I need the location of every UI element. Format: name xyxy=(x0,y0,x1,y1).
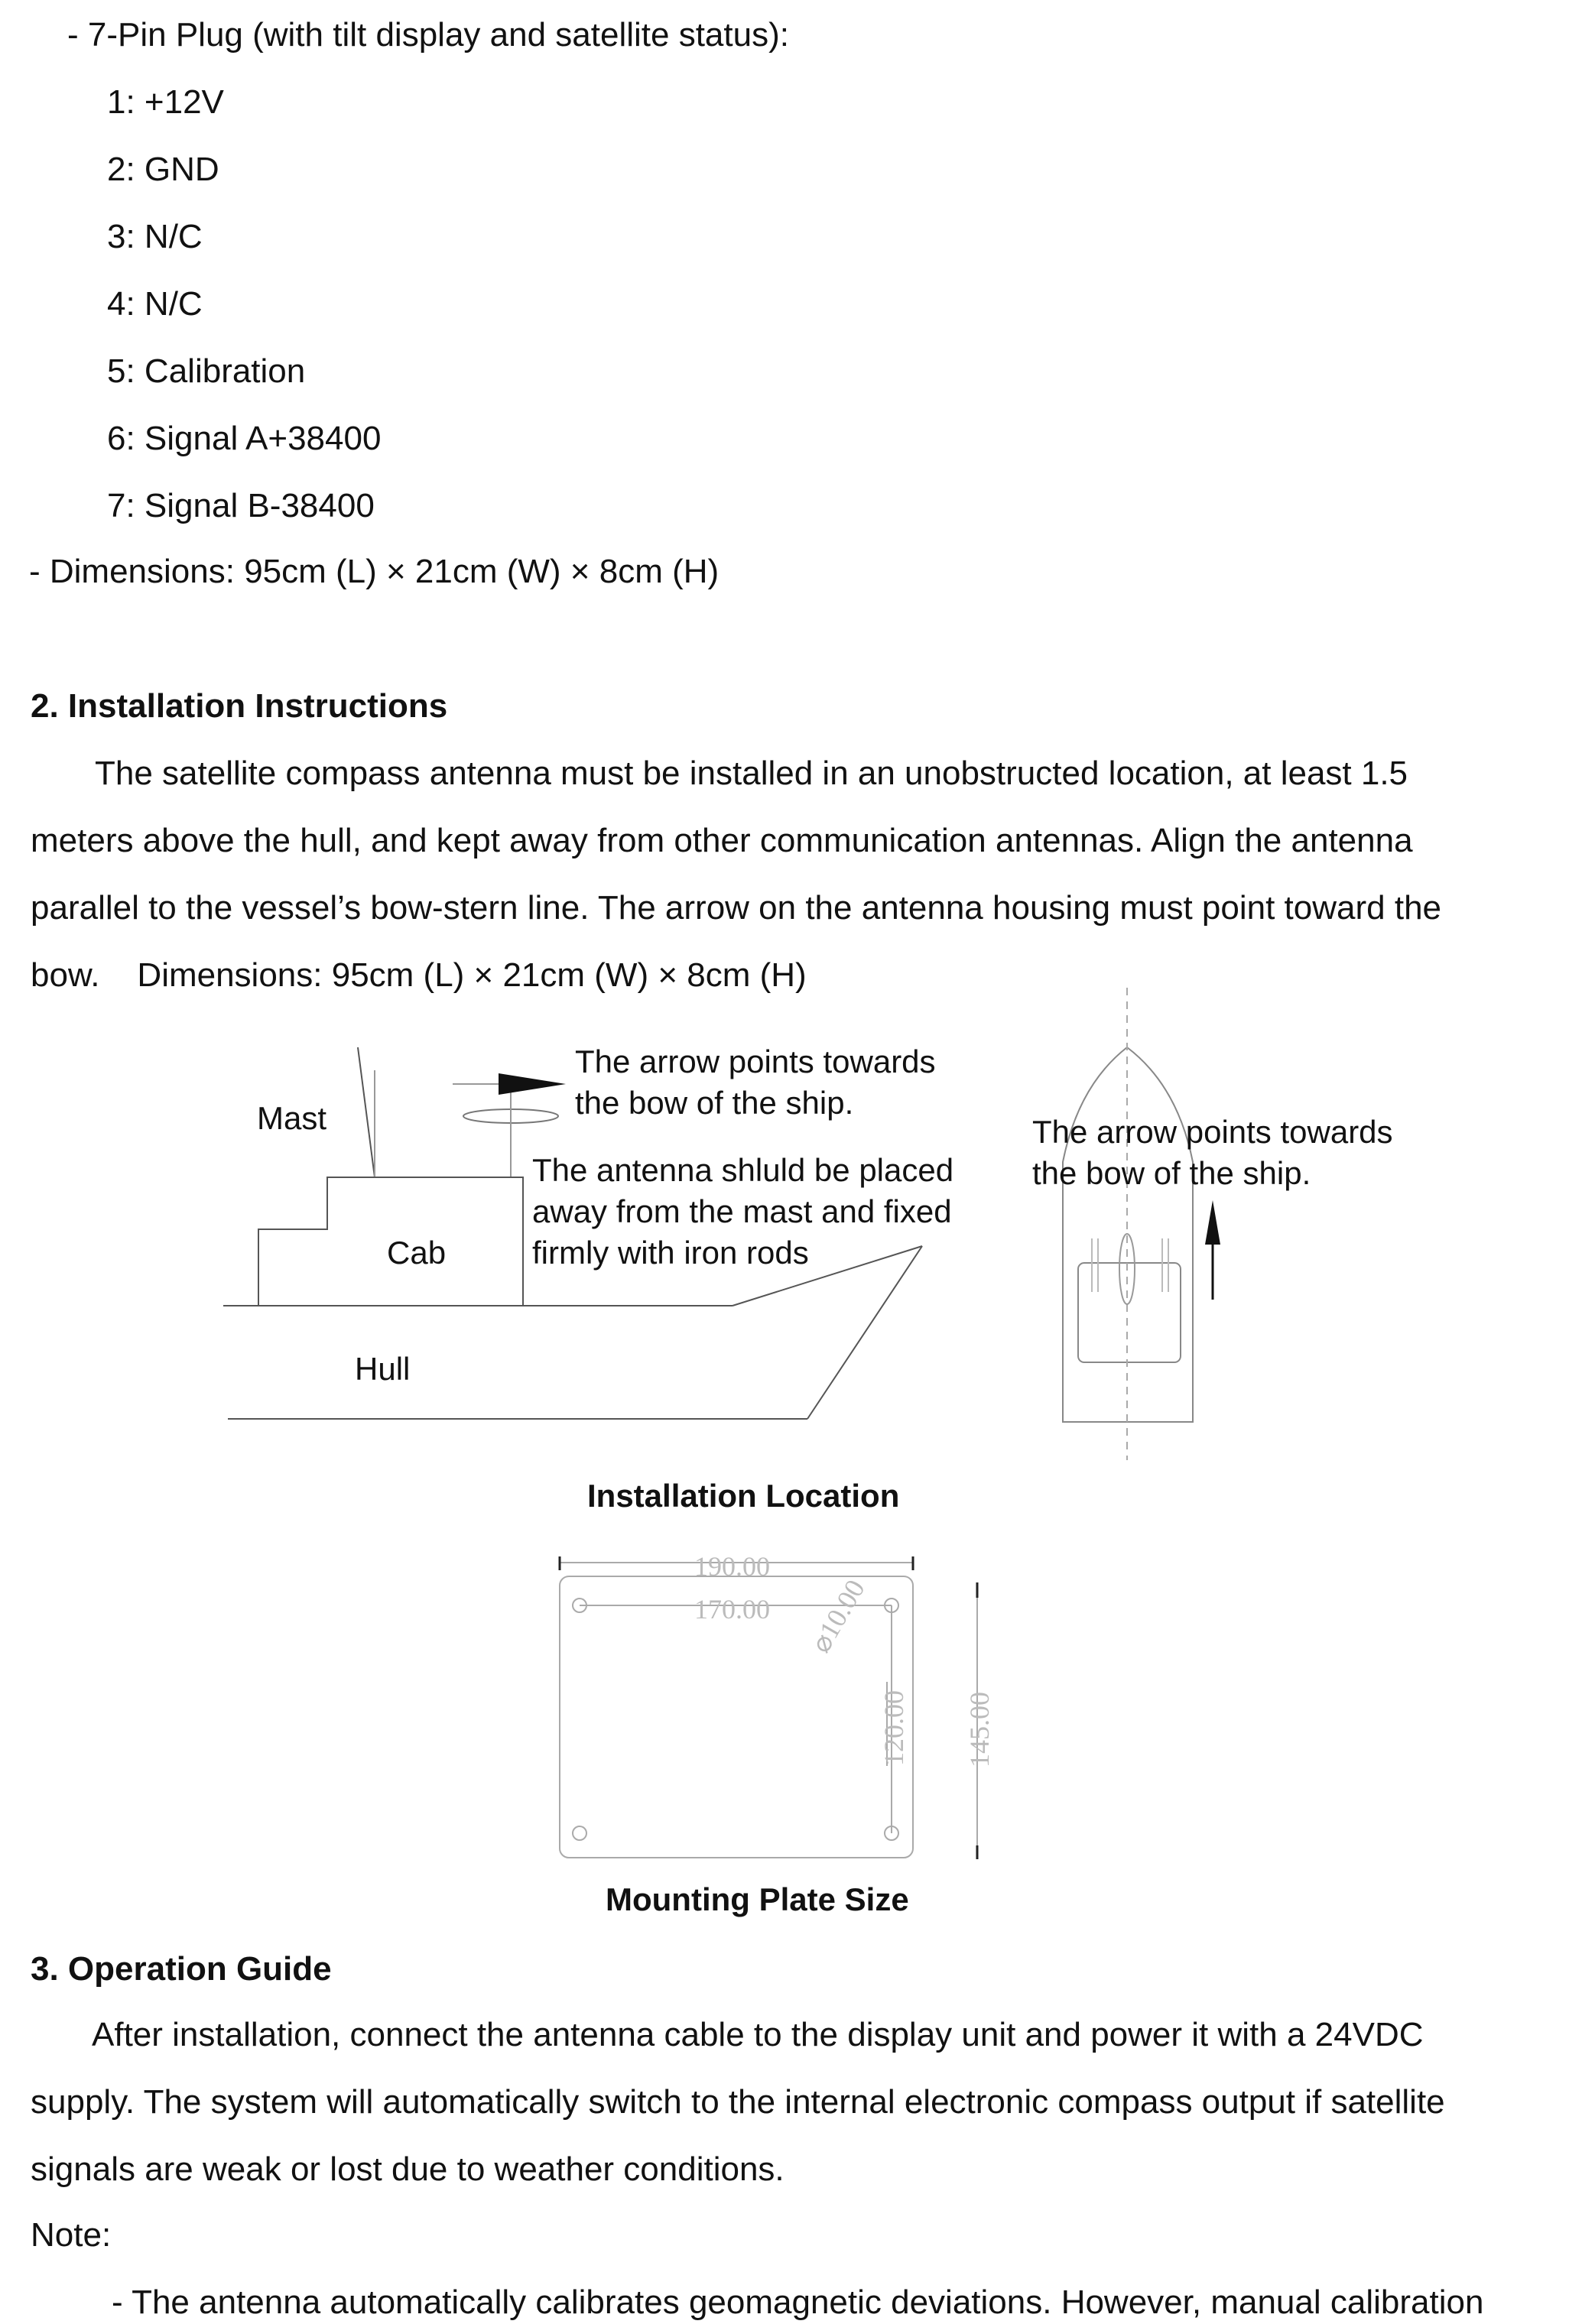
installation-line-3: parallel to the vessel’s bow-stern line. The arrow on the antenna housing must point toward the xyxy=(31,889,1442,927)
installation-line-4: bow. Dimensions: 95cm (L) × 21cm (W) × 8cm (H) xyxy=(31,956,807,994)
operation-heading: 3. Operation Guide xyxy=(31,1950,332,1988)
pin-6: 6: Signal A+38400 xyxy=(107,420,382,457)
dim-145: 145.00 xyxy=(964,1692,995,1767)
pin-2: 2: GND xyxy=(107,151,219,188)
note-label: Note: xyxy=(31,2216,112,2254)
pin-4: 4: N/C xyxy=(107,285,203,323)
installation-location-caption: Installation Location xyxy=(587,1478,900,1514)
installation-line-2: meters above the hull, and kept away from other communication antennas. Align the antenna xyxy=(31,822,1413,859)
pin-3: 3: N/C xyxy=(107,218,203,255)
hull-label: Hull xyxy=(355,1351,411,1387)
pin-1: 1: +12V xyxy=(107,83,224,121)
operation-line-2: supply. The system will automatically switch to the internal electronic compass output if satellite xyxy=(31,2083,1445,2121)
antenna-note-line-2: away from the mast and fixed xyxy=(532,1193,952,1229)
installation-line-1: The satellite compass antenna must be installed in an unobstructed location, at least 1.5 xyxy=(95,755,1408,792)
plug-heading: - 7-Pin Plug (with tilt display and satellite status): xyxy=(67,16,789,54)
operation-line-3: signals are weak or lost due to weather conditions. xyxy=(31,2150,785,2188)
top-arrow-note-line-2: the bow of the ship. xyxy=(1032,1155,1311,1191)
mounting-plate-caption: Mounting Plate Size xyxy=(606,1881,909,1917)
installation-heading: 2. Installation Instructions xyxy=(31,687,448,725)
dim-120: 120.00 xyxy=(879,1690,909,1766)
dim-190: 190.00 xyxy=(694,1551,770,1582)
dim-hole: ⌀10.00 xyxy=(804,1574,871,1658)
note-line-1: - The antenna automatically calibrates geomagnetic deviations. However, manual calibration xyxy=(112,2283,1484,2321)
antenna-note-line-1: The antenna shluld be placed xyxy=(532,1152,954,1188)
pin-7: 7: Signal B-38400 xyxy=(107,487,375,524)
pin-5: 5: Calibration xyxy=(107,352,306,390)
operation-line-1: After installation, connect the antenna cable to the display unit and power it with a 24VDC xyxy=(92,2016,1424,2053)
top-arrow-note-line-1: The arrow points towards xyxy=(1032,1114,1393,1150)
dim-170: 170.00 xyxy=(694,1594,770,1625)
arrow-note-line-2: the bow of the ship. xyxy=(575,1085,854,1121)
antenna-note-line-3: firmly with iron rods xyxy=(532,1235,809,1271)
arrow-note-line-1: The arrow points towards xyxy=(575,1044,936,1079)
cab-label: Cab xyxy=(387,1235,447,1271)
mast-label: Mast xyxy=(257,1100,327,1136)
top-view-arrow-icon xyxy=(1205,1200,1220,1245)
bow-arrow-icon xyxy=(499,1073,566,1095)
dimensions-line: - Dimensions: 95cm (L) × 21cm (W) × 8cm (H) xyxy=(29,553,720,590)
